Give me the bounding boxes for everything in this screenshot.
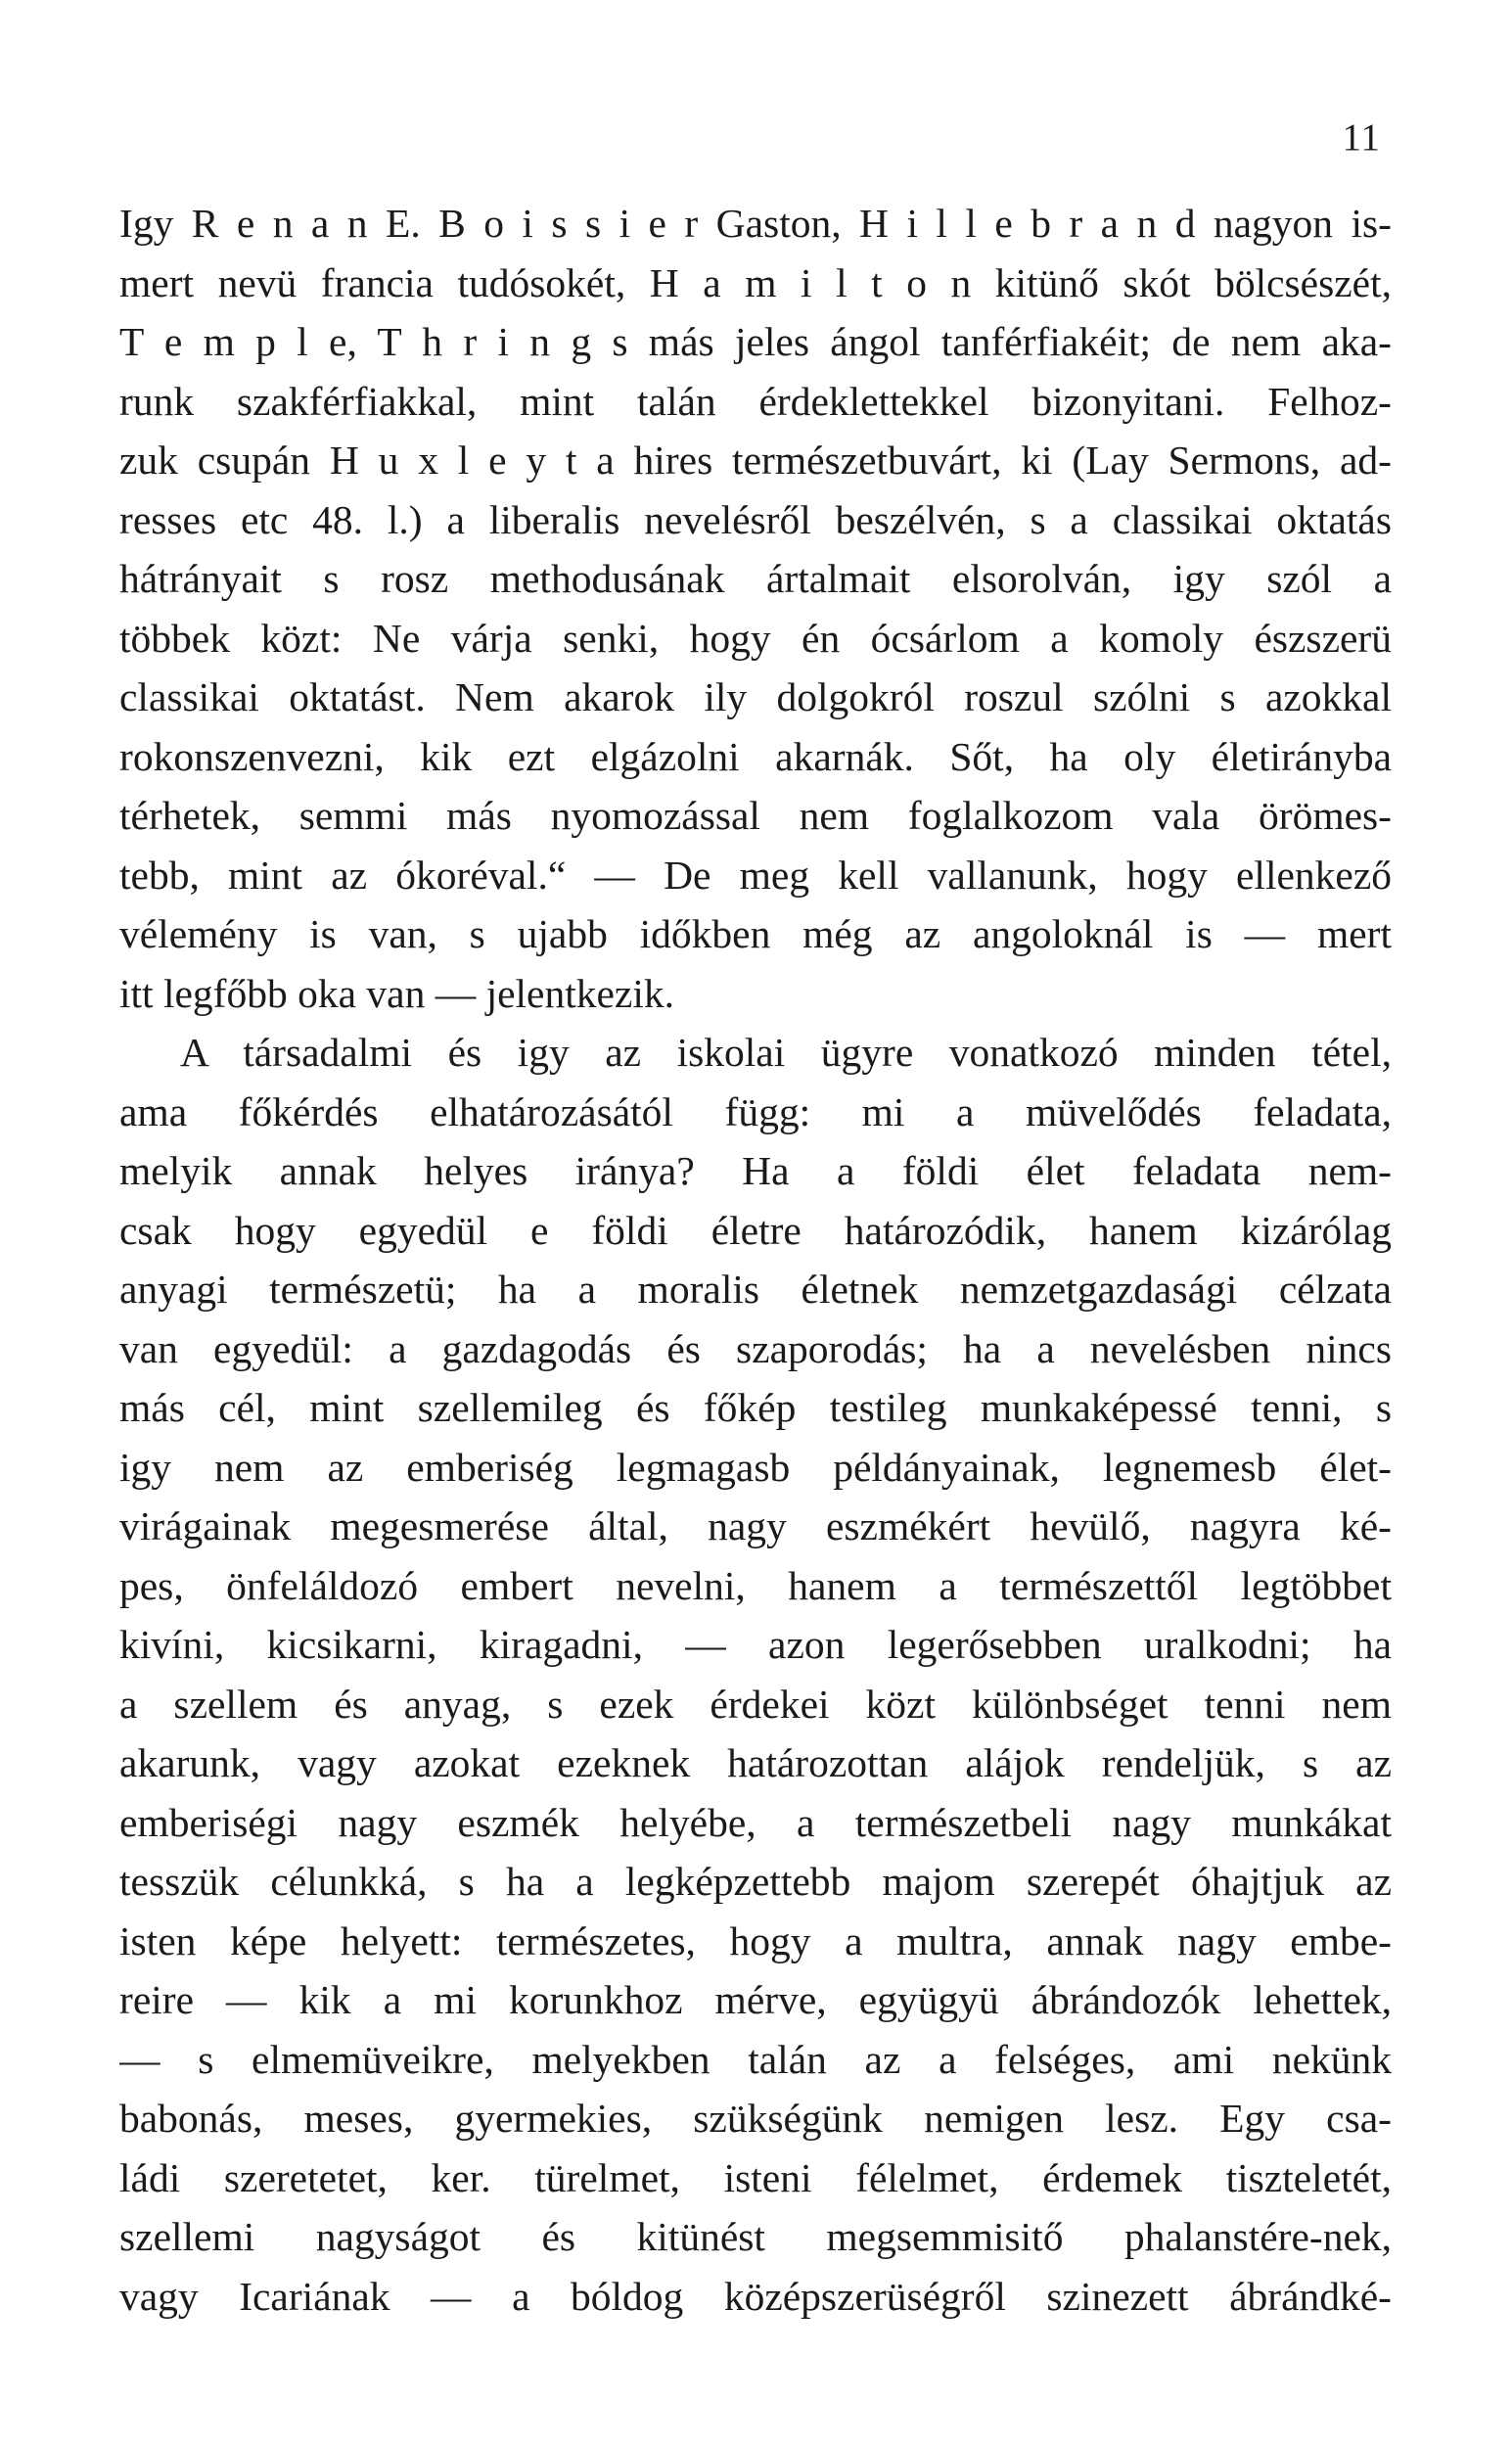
text-line: mert nevü francia tudósokét, H a m i l t o n kitünő skót bölcsészét, (119, 259, 1392, 305)
body-text (119, 194, 1392, 2326)
text-line: kivíni, kicsikarni, kiragadni, — azon legerősebben uralkodni; ha (119, 1622, 1392, 1667)
text-line: reire — kik a mi korunkhoz mérve, együgyü ábrándozók lehettek, (119, 1977, 1392, 2022)
text-line: ládi szeretetet, ker. türelmet, isteni félelmet, érdemek tiszteletét, (119, 2154, 1392, 2200)
text-line: pes, önfeláldozó embert nevelni, hanem a természettől legtöbbet (119, 1562, 1392, 1608)
text-line: emberiségi nagy eszmék helyébe, a természetbeli nagy munkákat (119, 1799, 1392, 1845)
text-line: isten képe helyett: természetes, hogy a multra, annak nagy embe- (119, 1917, 1392, 1963)
text-line: van egyedül: a gazdagodás és szaporodás; ha a nevelésben nincs (119, 1325, 1392, 1371)
paragraph-2 (119, 1023, 1392, 2326)
text-line: A társadalmi és igy az iskolai ügyre vonatkozó minden tétel, (180, 1030, 1392, 1075)
text-line: akarunk, vagy azokat ezeknek határozottan alájok rendeljük, s az (119, 1740, 1392, 1785)
text-line: virágainak megesmerése által, nagy eszmékért hevülő, nagyra ké- (119, 1503, 1392, 1548)
text-line: vélemény is van, s ujabb időkben még az angoloknál is — mert (119, 911, 1392, 956)
text-line: tebb, mint az ókoréval.“ — De meg kell vallanunk, hogy ellenkező (119, 852, 1392, 898)
text-line: babonás, meses, gyermekies, szükségünk nemigen lesz. Egy csa- (119, 2096, 1392, 2141)
text-line: melyik annak helyes iránya? Ha a földi élet feladata nem- (119, 1148, 1392, 1193)
text-line: tesszük célunkká, s ha a legképzettebb majom szerepét óhajtjuk az (119, 1859, 1392, 1904)
text-line: zuk csupán H u x l e y t a hires természetbuvárt, ki (Lay Sermons, ad- (119, 438, 1392, 483)
text-line: T e m p l e, T h r i n g s más jeles ángol tanférfiakéit; de nem aka- (119, 319, 1392, 364)
text-line: hátrányait s rosz methodusának ártalmait elsorolván, igy szól a (119, 556, 1392, 601)
text-line: térhetek, semmi más nyomozással nem foglalkozom vala örömes- (119, 793, 1392, 838)
text-line: resses etc 48. l.) a liberalis nevelésről beszélvén, s a classikai oktatás (119, 496, 1392, 542)
text-line: ama főkérdés elhatározásától függ: mi a müvelődés feladata, (119, 1088, 1392, 1134)
text-line: igy nem az emberiség legmagasb példányainak, legnemesb élet- (119, 1444, 1392, 1490)
text-line: runk szakférfiakkal, mint talán érdeklettekkel bizonyitani. Felhoz- (119, 378, 1392, 424)
text-line: Igy R e n a n E. B o i s s i e r Gaston, H i l l e b r a n d nagyon is- (119, 201, 1392, 246)
text-line: rokonszenvezni, kik ezt elgázolni akarnák. Sőt, ha oly életirányba (119, 733, 1392, 779)
page-number: 11 (1342, 116, 1381, 159)
text-line: a szellem és anyag, s ezek érdekei közt különbséget tenni nem (119, 1681, 1392, 1727)
text-line: — s elmemüveikre, melyekben talán az a felséges, ami nekünk (119, 2036, 1392, 2082)
text-line: szellemi nagyságot és kitünést megsemmisitő phalanstére-nek, (119, 2214, 1392, 2259)
text-line: csak hogy egyedül e földi életre határozódik, hanem kizárólag (119, 1207, 1392, 1253)
paragraph-1 (119, 194, 1392, 1023)
text-line: classikai oktatást. Nem akarok ily dolgokról roszul szólni s azokkal (119, 674, 1392, 719)
text-line: itt legfőbb oka van — jelentkezik. (119, 970, 674, 1016)
text-line: anyagi természetü; ha a moralis életnek nemzetgazdasági célzata (119, 1267, 1392, 1312)
text-line: más cél, mint szellemileg és főkép testileg munkaképessé tenni, s (119, 1385, 1392, 1430)
text-line: többek közt: Ne várja senki, hogy én ócsárlom a komoly észszerü (119, 615, 1392, 661)
text-line: vagy Icariának — a bóldog középszerüségről szinezett ábrándké- (119, 2273, 1392, 2319)
